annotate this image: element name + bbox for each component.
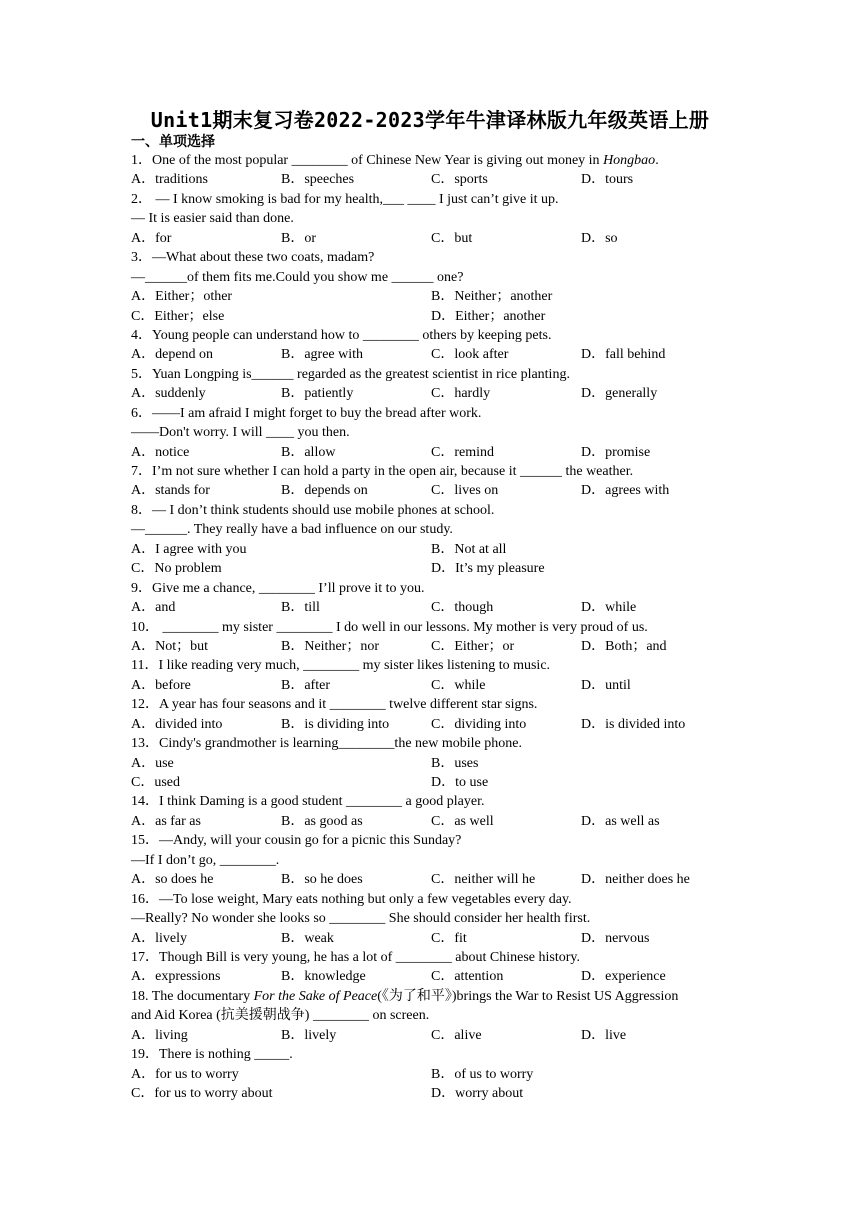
- question-stem: 4．Young people can understand how to ________ others by keeping pets.: [131, 327, 552, 343]
- options-row: [131, 1065, 741, 1084]
- answer-option: C．used: [131, 775, 180, 790]
- question-item: [131, 151, 741, 190]
- question-item: [131, 734, 741, 792]
- question-stem: 9．Give me a chance, ________ I’ll prove it to you.: [131, 580, 425, 596]
- options-row: [131, 773, 741, 792]
- answer-option: D．worry about: [431, 1086, 524, 1101]
- answer-option: C．neither will he: [431, 872, 536, 888]
- question-item: [131, 404, 741, 462]
- question-stem: — It is easier said than done.: [131, 211, 294, 227]
- question-stem: 6．——I am afraid I might forget to buy the bread after work.: [131, 405, 482, 421]
- answer-option: B．so he does: [281, 872, 363, 888]
- question-stem: 8．— I don’t think students should use mobile phones at school.: [131, 502, 495, 518]
- answer-option: A．for: [131, 230, 172, 246]
- options-row: [131, 307, 741, 326]
- answer-option: C．hardly: [431, 386, 491, 402]
- question-stem: 3．—What about these two coats, madam?: [131, 250, 375, 266]
- options-row: [131, 229, 741, 248]
- question-stem: 7．I’m not sure whether I can hold a party in the open air, because it ______ the weather.: [131, 464, 634, 479]
- answer-option: C．as well: [431, 813, 494, 829]
- answer-option: D．live: [581, 1027, 627, 1043]
- answer-option: C．fit: [431, 930, 467, 946]
- answer-option: A．lively: [131, 930, 187, 946]
- question-item: [131, 248, 741, 326]
- answer-option: A．Either；other: [131, 289, 233, 305]
- answer-option: B．after: [281, 677, 330, 693]
- answer-option: D．is divided into: [581, 716, 686, 732]
- question-stem: —______of them fits me.Could you show me ______ one?: [131, 269, 464, 285]
- question-item: [131, 792, 741, 831]
- question-item: [131, 326, 741, 365]
- options-row: [131, 1026, 741, 1045]
- answer-option: D．tours: [581, 172, 634, 188]
- answer-option: A．for us to worry: [131, 1066, 239, 1082]
- options-row: [131, 929, 741, 948]
- answer-option: A．divided into: [131, 716, 223, 732]
- options-row: [131, 559, 741, 578]
- answer-option: A．as far as: [131, 813, 201, 829]
- answer-option: C．remind: [431, 444, 494, 460]
- answer-option: B．weak: [281, 930, 334, 946]
- question-stem: 5．Yuan Longping is______ regarded as the greatest scientist in rice planting.: [131, 366, 570, 382]
- options-row: [131, 287, 741, 306]
- answer-option: D．neither does he: [581, 872, 690, 888]
- answer-option: B．till: [281, 600, 320, 616]
- question-stem: [131, 987, 741, 1006]
- answer-option: D．promise: [581, 444, 651, 460]
- answer-option: D．while: [581, 600, 637, 616]
- options-row: [131, 870, 741, 889]
- answer-option: B．Neither；another: [431, 289, 553, 305]
- document-title: Unit1期末复习卷2022-2023学年牛津译林版九年级英语上册: [150, 108, 710, 132]
- italic-title: For the Sake of Peace: [253, 988, 378, 1004]
- answer-option: B．agree with: [281, 347, 364, 363]
- question-stem: 2． — I know smoking is bad for my health,___ ____ I just can’t give it up.: [131, 191, 559, 207]
- answer-option: A．depend on: [131, 347, 214, 363]
- question-stem: 13．Cindy's grandmother is learning________the new mobile phone.: [131, 736, 522, 752]
- answer-option: C．though: [431, 600, 494, 616]
- stem-text: 1．One of the most popular ________ of Chinese New Year is giving out money in: [131, 153, 604, 168]
- answer-option: A．use: [131, 755, 174, 771]
- answer-option: D．It’s my pleasure: [431, 561, 545, 577]
- question-stem: 11．I like reading very much, ________ my sister likes listening to music.: [131, 658, 551, 674]
- question-item: [131, 656, 741, 695]
- answer-option: A．suddenly: [131, 386, 206, 402]
- answer-option: B．lively: [281, 1027, 337, 1043]
- answer-option: A．notice: [131, 444, 190, 460]
- answer-option: B．patiently: [281, 386, 354, 402]
- question-item: [131, 462, 741, 501]
- question-item: [131, 365, 741, 404]
- answer-option: A．Not；but: [131, 638, 208, 654]
- question-item: [131, 190, 741, 248]
- answer-option: B．allow: [281, 444, 336, 460]
- options-row: [131, 598, 741, 617]
- options-row: [131, 676, 741, 695]
- question-stem: and Aid Korea (抗美援朝战争) ________ on screen.: [131, 1008, 430, 1024]
- answer-option: D．as well as: [581, 813, 660, 829]
- question-item: [131, 831, 741, 889]
- answer-option: B．is dividing into: [281, 716, 390, 732]
- answer-option: C．while: [431, 677, 486, 693]
- stem-text: (《为了和平》)brings the War to Resist US Aggression: [377, 988, 679, 1004]
- answer-option: C．attention: [431, 969, 504, 985]
- answer-option: A．living: [131, 1027, 188, 1043]
- question-list: [131, 151, 741, 1103]
- options-row: [131, 384, 741, 403]
- answer-option: B．Neither；nor: [281, 638, 379, 654]
- question-stem: 19．There is nothing _____.: [131, 1047, 293, 1063]
- options-row: [131, 812, 741, 831]
- answer-option: C．dividing into: [431, 716, 527, 732]
- answer-option: A．and: [131, 600, 176, 616]
- stem-text: .: [655, 153, 659, 168]
- question-stem: 14．I think Daming is a good student ________ a good player.: [131, 794, 485, 810]
- answer-option: C．No problem: [131, 561, 222, 577]
- answer-option: B．speeches: [281, 172, 355, 188]
- answer-option: B．depends on: [281, 483, 368, 499]
- answer-option: C．for us to worry about: [131, 1086, 273, 1101]
- answer-option: D．nervous: [581, 930, 650, 946]
- question-stem: —If I don’t go, ________.: [131, 852, 280, 868]
- answer-option: A．traditions: [131, 172, 208, 188]
- question-stem: 16．—To lose weight, Mary eats nothing but only a few vegetables every day.: [131, 891, 572, 907]
- answer-option: D．agrees with: [581, 483, 670, 499]
- answer-option: A．stands for: [131, 483, 210, 499]
- italic-title: Hongbao: [603, 153, 656, 168]
- question-stem: —______. They really have a bad influence on our study.: [131, 522, 453, 538]
- section-heading: 一、单项选择: [131, 134, 215, 150]
- question-item: [131, 987, 741, 1045]
- question-stem: —Really? No wonder she looks so ________ She should consider her health first.: [131, 911, 591, 927]
- options-row: [131, 170, 741, 189]
- options-row: [131, 345, 741, 364]
- question-stem: [131, 151, 741, 170]
- options-row: [131, 967, 741, 986]
- answer-option: B．of us to worry: [431, 1066, 534, 1082]
- answer-option: D．generally: [581, 386, 658, 402]
- answer-option: D．to use: [431, 775, 489, 790]
- question-stem: 15．—Andy, will your cousin go for a picnic this Sunday?: [131, 833, 462, 849]
- answer-option: B．Not at all: [431, 541, 507, 557]
- question-item: [131, 890, 741, 948]
- answer-option: B．knowledge: [281, 969, 366, 985]
- question-item: [131, 618, 741, 657]
- answer-option: D．so: [581, 230, 618, 246]
- answer-option: D．Both；and: [581, 638, 667, 654]
- question-stem: 17．Though Bill is very young, he has a lot of ________ about Chinese history.: [131, 949, 580, 965]
- answer-option: D．Either；another: [431, 308, 546, 324]
- answer-option: C．alive: [431, 1027, 482, 1043]
- answer-option: B．uses: [431, 755, 479, 771]
- answer-option: A．so does he: [131, 872, 214, 888]
- answer-option: C．Either；else: [131, 308, 225, 324]
- question-item: [131, 948, 741, 987]
- stem-text: 18. The documentary: [131, 988, 254, 1004]
- answer-option: C．lives on: [431, 483, 499, 499]
- question-item: [131, 695, 741, 734]
- options-row: [131, 637, 741, 656]
- answer-option: C．but: [431, 230, 473, 246]
- question-stem: 12．A year has four seasons and it ________ twelve different star signs.: [131, 697, 538, 713]
- question-item: [131, 579, 741, 618]
- answer-option: B．as good as: [281, 813, 363, 829]
- answer-option: C．look after: [431, 347, 509, 363]
- options-row: [131, 715, 741, 734]
- answer-option: A．expressions: [131, 969, 221, 985]
- answer-option: C．Either；or: [431, 638, 515, 654]
- question-stem: ——Don't worry. I will ____ you then.: [131, 425, 350, 441]
- question-item: [131, 501, 741, 579]
- answer-option: B．or: [281, 230, 316, 246]
- answer-option: D．until: [581, 677, 631, 693]
- options-row: [131, 443, 741, 462]
- question-stem: 10． ________ my sister ________ I do well in our lessons. My mother is very proud of us.: [131, 619, 648, 635]
- answer-option: A．I agree with you: [131, 541, 247, 557]
- answer-option: D．experience: [581, 969, 666, 985]
- question-item: [131, 1045, 741, 1103]
- options-row: [131, 754, 741, 773]
- options-row: [131, 540, 741, 559]
- answer-option: D．fall behind: [581, 347, 666, 363]
- answer-option: C．sports: [431, 172, 488, 188]
- options-row: [131, 481, 741, 500]
- options-row: [131, 1084, 741, 1103]
- answer-option: A．before: [131, 677, 191, 693]
